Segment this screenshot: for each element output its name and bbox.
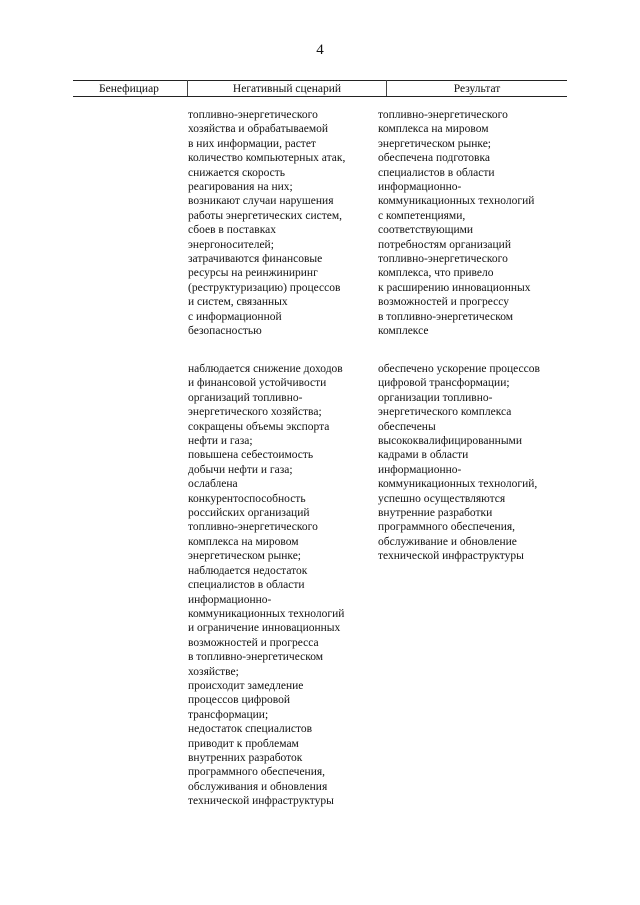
text-line: цифровой трансформации; [378, 377, 510, 390]
text-line: обеспечено ускорение процессов [378, 363, 540, 375]
text-line: возникают случаи нарушения [188, 195, 334, 208]
text-line: работы энергетических систем, [188, 209, 343, 222]
text-line: энергетическом рынке; [378, 137, 491, 150]
text-line: обеспечена подготовка [378, 152, 490, 165]
text-line: обслуживания и обновления [188, 780, 328, 793]
text-line: комплексе [378, 325, 429, 338]
text-line: обеспечены [378, 420, 436, 433]
text-line: нефти и газа; [188, 435, 253, 448]
text-line: энергетическом рынке; [188, 550, 301, 563]
text-line: организации топливно- [378, 391, 493, 404]
text-line: коммуникационных технологий, [378, 478, 538, 491]
text-line: топливно-энергетического [378, 253, 508, 266]
text-line: хозяйства и обрабатываемой [188, 123, 328, 136]
text-line: в топливно-энергетическом [188, 651, 324, 664]
text-line: затрачиваются финансовые [188, 253, 323, 266]
text-line: возможностей и прогрессу [378, 296, 509, 309]
text-line: к расширению инновационных [378, 281, 531, 294]
negative-scenario-cell [188, 108, 345, 339]
table-header [73, 80, 567, 97]
text-line: технической инфраструктуры [378, 550, 524, 563]
text-line: в топливно-энергетическом [378, 310, 514, 323]
text-line: трансформации; [188, 708, 269, 721]
text-line: российских организаций [188, 507, 310, 520]
text-line: с компетенциями, [378, 209, 466, 222]
text-line: конкурентоспособность [188, 492, 306, 505]
text-line: внутренних разработок [188, 751, 303, 764]
text-line: топливно-энергетического [188, 109, 318, 121]
text-line: повышена себестоимость [188, 449, 314, 462]
text-line: приводит к проблемам [188, 737, 299, 750]
text-line: сбоев в поставках [188, 224, 276, 237]
text-line: в них информации, растет [188, 137, 316, 150]
text-line: информационно- [188, 593, 272, 606]
negative-scenario-cell [188, 362, 344, 809]
text-line: программного обеспечения, [378, 521, 516, 534]
text-line: коммуникационных технологий [378, 195, 535, 208]
text-line: информационно- [378, 463, 462, 476]
text-line: успешно осуществляются [378, 492, 506, 505]
text-line: высококвалифицированными [378, 435, 522, 448]
text-line: энергоносителей; [188, 238, 274, 251]
text-line: реагирования на них; [188, 181, 293, 194]
text-line: процессов цифровой [188, 694, 290, 707]
header-separator [187, 80, 188, 96]
result-cell [378, 362, 540, 564]
text-line: специалистов в области [378, 166, 495, 179]
header-negative-scenario: Негативный сценарий [232, 83, 342, 95]
text-line: с информационной [188, 310, 282, 323]
text-line: ослаблена [188, 478, 238, 491]
text-line: технической инфраструктуры [188, 795, 334, 808]
text-line: возможностей и прогресса [188, 636, 319, 649]
text-line: наблюдается снижение доходов [188, 363, 343, 375]
text-line: и финансовой устойчивости [188, 377, 327, 390]
text-line: специалистов в области [188, 579, 305, 592]
text-line: недостаток специалистов [188, 723, 313, 736]
text-line: хозяйстве; [188, 665, 239, 678]
text-line: комплекса на мировом [188, 535, 299, 548]
text-line: ресурсы на реинжиниринг [188, 267, 318, 280]
text-line: и ограничение инновационных [188, 622, 341, 635]
text-line: сокращены объемы экспорта [188, 420, 330, 433]
text-line: внутренние разработки [378, 507, 493, 520]
text-line: информационно- [378, 181, 462, 194]
text-line: (реструктуризацию) процессов [188, 281, 341, 294]
text-line: комплекса, что привело [378, 267, 494, 280]
header-result: Результат [453, 83, 501, 95]
header-bottom-rule [73, 96, 567, 97]
text-line: безопасностью [188, 325, 262, 338]
text-line: происходит замедление [188, 679, 304, 692]
text-line: энергетического комплекса [378, 406, 512, 419]
text-line: программного обеспечения, [188, 766, 326, 779]
header-beneficiary: Бенефициар [99, 83, 159, 95]
text-line: организаций топливно- [188, 391, 303, 404]
result-cell [378, 108, 534, 339]
text-line: коммуникационных технологий [188, 607, 345, 620]
text-line: комплекса на мировом [378, 123, 489, 136]
text-line: снижается скорость [188, 166, 286, 179]
page-number: 4 [316, 42, 324, 58]
text-line: добычи нефти и газа; [188, 463, 293, 476]
text-line: топливно-энергетического [188, 521, 318, 534]
text-line: количество компьютерных атак, [188, 152, 346, 165]
text-line: потребностям организаций [378, 238, 511, 251]
text-line: кадрами в области [378, 449, 469, 462]
text-line: обслуживание и обновление [378, 535, 517, 548]
text-line: энергетического хозяйства; [188, 406, 322, 419]
text-line: наблюдается недостаток [188, 564, 308, 577]
text-line: топливно-энергетического [378, 109, 508, 121]
text-line: и систем, связанных [188, 296, 288, 309]
text-line: соответствующими [378, 224, 474, 237]
